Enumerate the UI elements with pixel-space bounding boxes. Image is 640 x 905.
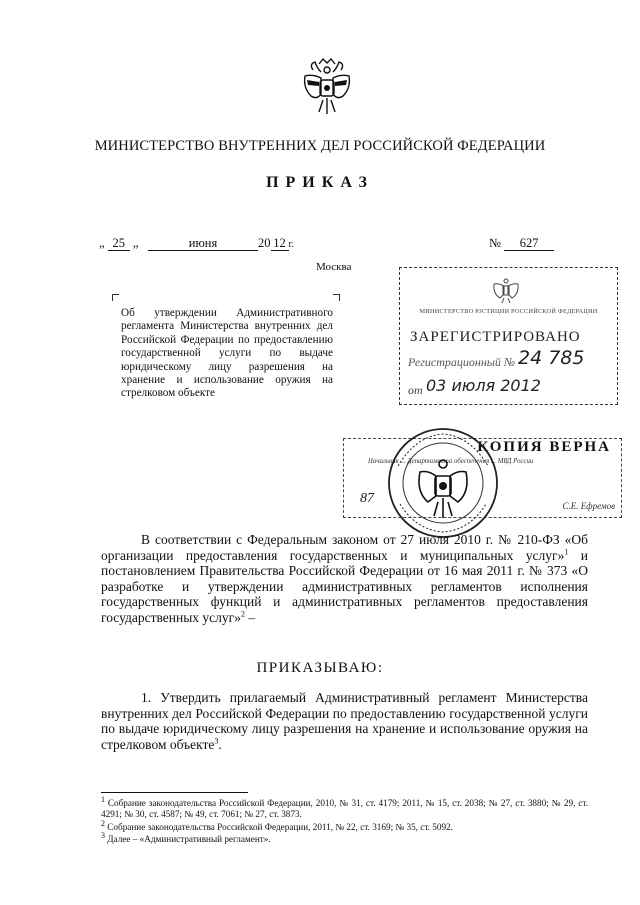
ministry-name: МИНИСТЕРСТВО ВНУТРЕННИХ ДЕЛ РОССИЙСКОЙ ФЕДЕРАЦИИ (94, 138, 546, 154)
order-heading: ПРИКАЗЫВАЮ: (256, 660, 384, 676)
stamp-registered: ЗАРЕГИСТРИРОВАНО (410, 329, 581, 345)
footnote-2 (101, 818, 588, 833)
quote-open: „ (99, 236, 105, 250)
copy-stamp-signer: С.Е. Ефремов (562, 501, 615, 511)
footnote-ref-3: 3 (214, 736, 219, 745)
item-1-end: . (218, 736, 222, 752)
copy-stamp-title: КОПИЯ ВЕРНА (477, 439, 611, 455)
city: Москва (316, 261, 352, 273)
date-day (99, 236, 138, 251)
stamp-reg-date: 03 июля 2012 (426, 376, 541, 395)
document-type-title: ПРИКАЗ (266, 174, 374, 191)
month-value: июня (148, 237, 258, 251)
number-label: № (489, 236, 501, 250)
footnote-ref-2: 2 (240, 609, 245, 618)
footnote-2-num: 2 (101, 818, 105, 828)
copy-stamp-handwritten-number: 87 (360, 491, 374, 506)
stamp-emblem-icon (490, 274, 522, 304)
year-suffix: г. (288, 239, 294, 250)
stamp-reg-label: Регистрационный № (408, 355, 516, 369)
footnote-3 (101, 830, 588, 845)
stamp-ministry: МИНИСТЕРСТВО ЮСТИЦИИ РОССИЙСКОЙ ФЕДЕРАЦИИ (419, 308, 598, 315)
date-month (148, 236, 294, 251)
preamble-text-2: и постановлением Правительства Российской Федерации от 16 мая 2011 г. № 373 «О разработке и утверждении административных регламентов исполнения государственных функций и административных регламентов предоставления государственных услуг» (101, 547, 588, 625)
footnote-2-text: Собрание законодательства Российской Федерации, 2011, № 22, ст. 3169; № 35, ст. 5092. (105, 822, 453, 832)
day-value: 25 (108, 237, 130, 251)
preamble-paragraph (101, 532, 588, 625)
preamble-text-3: – (244, 609, 256, 625)
subject-corner-left (112, 294, 119, 301)
year-value: 12 (271, 237, 289, 251)
subject-corner-right (333, 294, 340, 301)
footnote-divider (101, 792, 248, 793)
footnote-1-num: 1 (101, 794, 105, 804)
footnote-3-text: Далее – «Административный регламент». (105, 834, 271, 844)
footnote-1-text: Собрание законодательства Российской Федерации, 2010, № 31, ст. 4179; 2011, № 15, ст. 2038; № 27, ст. 3880; № 29, ст. 4291; № 30, ст. 4587; № 49, ст. 7061; № 27, ст. 3873. (101, 798, 588, 820)
double-headed-eagle-emblem-icon (299, 56, 355, 118)
preamble-text-1: В соответствии с Федеральным законом от 27 июля 2010 г. № 210-ФЗ «Об организации предоставления государственных и муниципальных услуг» (101, 532, 588, 563)
order-number (489, 236, 554, 251)
copy-stamp-text: Начальник ... Департамента обеспечения ... МВД России (368, 458, 534, 465)
number-value: 627 (504, 237, 554, 251)
year-prefix: 20 (258, 236, 271, 250)
item-1-paragraph (101, 690, 588, 752)
footnote-3-num: 3 (101, 830, 105, 840)
subject-heading: Об утверждении Административного регламента Министерства внутренних дел Российской Федерации по предоставлению государственной услуги по выдаче юридическому лицу разрешения на хранение и использование оружия на стрелковом объекте (121, 307, 333, 400)
stamp-date-label: от (408, 383, 423, 397)
item-1-text: 1. Утвердить прилагаемый Административный регламент Министерства внутренних дел Российской Федерации по предоставлению государственной услуги по выдаче юридическому лицу разрешения на хранение и использование оружия на стрелковом объекте (101, 690, 588, 752)
footnote-ref-1: 1 (564, 547, 569, 556)
stamp-reg-number: 24 785 (518, 347, 585, 369)
round-seal-icon (386, 426, 500, 540)
footnote-1 (101, 794, 588, 820)
registration-stamp (399, 267, 618, 405)
quote-close: „ (132, 236, 139, 250)
